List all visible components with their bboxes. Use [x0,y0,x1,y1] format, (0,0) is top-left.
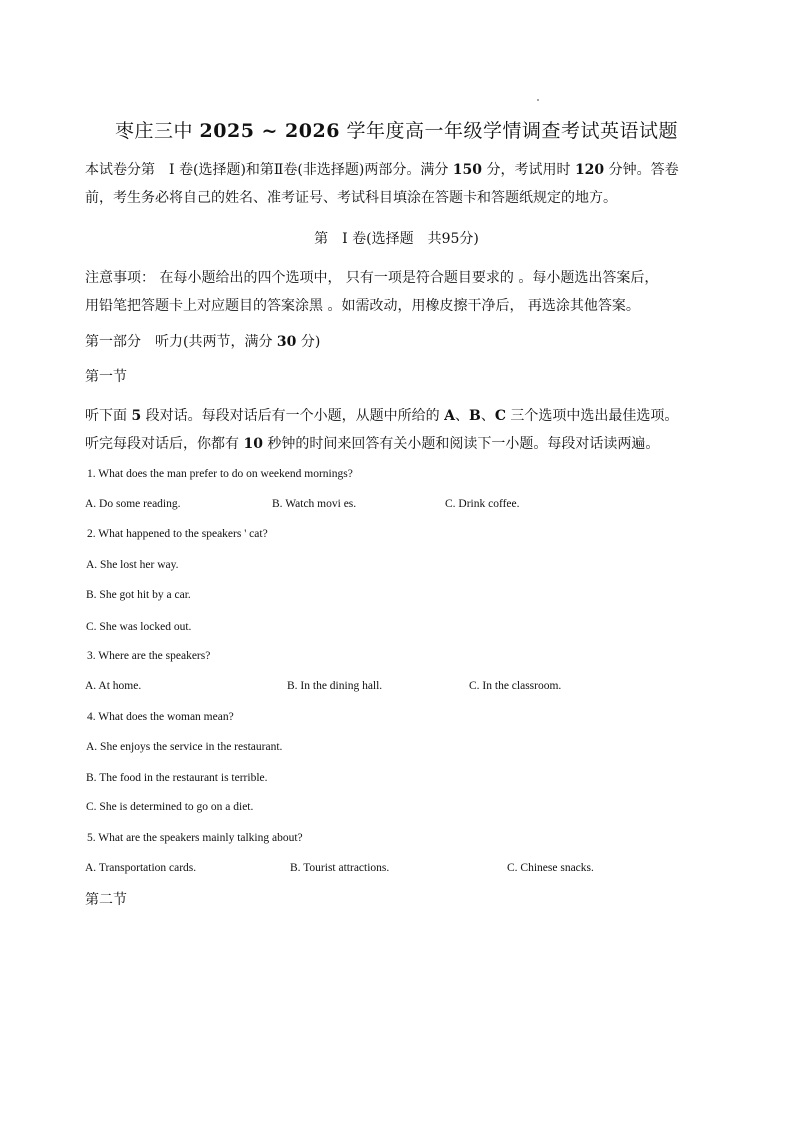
question-3-option-b: B. In the dining hall. [287,680,383,692]
option-letter-b: B [468,408,481,424]
instruction-text: 听下面 [85,408,132,424]
title-subject: 学年度高一年级学情调查考试英语试题 [339,120,678,142]
question-2-stem: 2. What happened to the speakers ' cat? [87,528,268,540]
option-letter-a: A [444,408,455,424]
question-5-option-a: A. Transportation cards. [85,862,197,874]
question-2-option-c: C. She was locked out. [86,621,192,633]
question-5-stem: 5. What are the speakers mainly talking about? [87,832,303,844]
section-1-instruction-2 [85,434,659,454]
question-4-option-c: C. She is determined to go on a diet. [86,801,254,813]
notice-line-1: 注意事项： 在每小题给出的四个选项中， 只有一项是符合题目要求的 。每小题选出答案后， [85,270,659,286]
question-1-option-a: A. Do some reading. [85,498,181,510]
question-2-option-a: A. She lost her way. [86,559,179,571]
title-school: 枣庄三中 [114,120,200,142]
instruction-text: 、 [454,408,469,424]
section-2-heading: 第二节 [85,892,127,908]
part-1-text: 分) [296,334,321,350]
section-1-instruction-1 [85,406,678,426]
part-1-score: 30 [276,334,297,350]
question-4-stem: 4. What does the woman mean? [87,711,234,723]
notice-line-2: 用铅笔把答题卡上对应题目的答案涂黑 。如需改动，用橡皮擦干净后， 再选涂其他答案。 [85,298,640,314]
intro-line-2: 前，考生务必将自己的姓名、准考证号、考试科目填涂在答题卡和答题纸规定的地方。 [85,190,617,206]
exam-title [0,116,793,143]
question-1-option-c: C. Drink coffee. [445,498,520,510]
dialogue-count: 5 [131,408,142,424]
question-3-option-a: A. At home. [85,680,142,692]
part-1-heading [85,332,320,352]
intro-text: 分，考试用时 [482,162,575,178]
scan-dot [537,99,539,101]
volume-1-title: 第 Ⅰ 卷(选择题 共95分) [314,231,479,247]
instruction-text: 三个选项中选出最佳选项。 [505,408,679,424]
question-4-option-b: B. The food in the restaurant is terrible. [86,772,268,784]
question-5-option-b: B. Tourist attractions. [290,862,390,874]
title-years: 2025 ~ 2026 [199,120,340,142]
question-1-stem: 1. What does the man prefer to do on weekend mornings? [87,468,353,480]
question-3-option-c: C. In the classroom. [469,680,562,692]
instruction-text: 段对话。每段对话后有一个小题，从题中所给的 [141,408,445,424]
question-3-stem: 3. Where are the speakers? [87,650,211,662]
intro-duration: 120 [574,162,605,178]
section-1-heading: 第一节 [85,369,127,385]
intro-text: 本试卷分第 Ⅰ 卷(选择题)和第Ⅱ卷(非选择题)两部分。满分 [85,162,453,178]
question-4-option-a: A. She enjoys the service in the restaurant. [86,741,283,753]
part-1-text: 第一部分 听力(共两节，满分 [85,334,277,350]
instruction-text: 、 [480,408,495,424]
answer-seconds: 10 [243,436,263,452]
question-1-option-b: B. Watch movi es. [272,498,357,510]
instruction-text: 秒钟的时间来回答有关小题和阅读下一小题。每段对话读两遍。 [262,436,660,452]
instruction-text: 听完每段对话后，你都有 [85,436,244,452]
question-2-option-b: B. She got hit by a car. [86,589,191,601]
question-5-option-c: C. Chinese snacks. [507,862,594,874]
intro-full-score: 150 [452,162,483,178]
intro-line-1 [85,160,679,180]
option-letter-c: C [494,408,506,424]
intro-text: 分钟。答卷 [604,162,679,178]
